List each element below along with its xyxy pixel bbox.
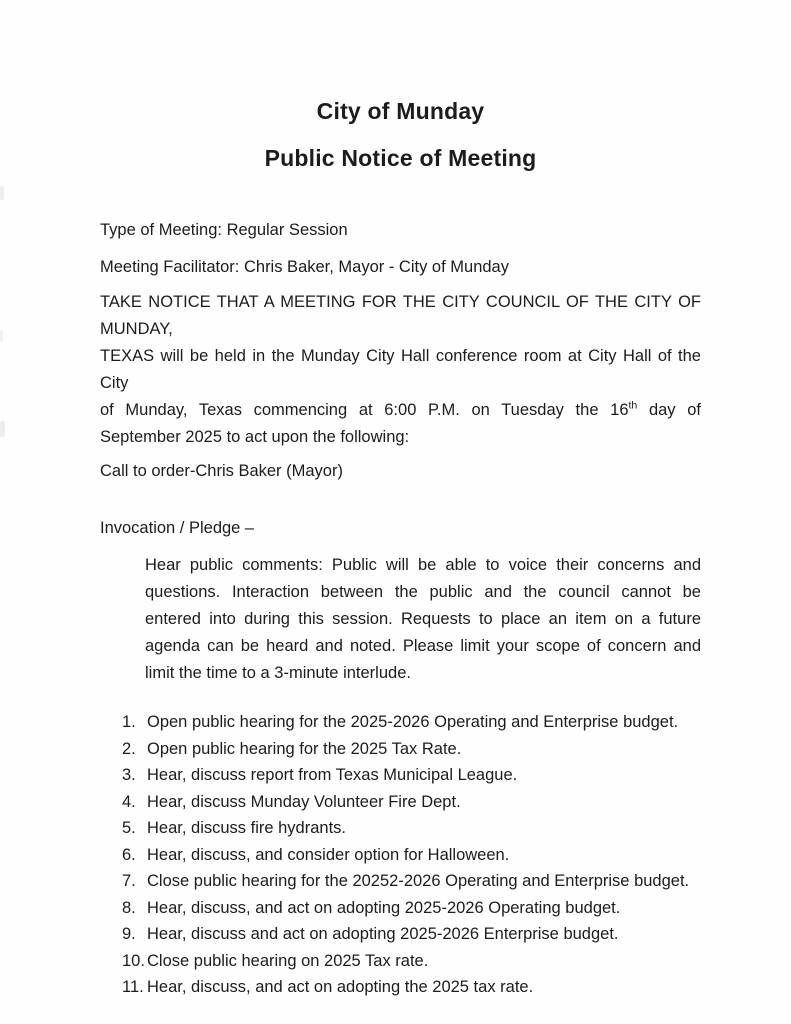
agenda-item-number: 11. xyxy=(122,978,144,996)
agenda-item xyxy=(122,842,701,869)
agenda-item-text: Close public hearing for the 20252-2026 Operating and Enterprise budget. xyxy=(147,872,690,890)
document-title-city: City of Munday xyxy=(316,98,485,124)
scan-artifact xyxy=(0,421,5,437)
invocation-pledge-line: Invocation / Pledge – xyxy=(100,519,255,537)
take-notice-paragraph xyxy=(100,289,701,451)
agenda-item-text: Open public hearing for the 2025 Tax Rate. xyxy=(147,739,462,758)
agenda-list xyxy=(122,709,701,1001)
scan-artifact xyxy=(0,330,3,342)
document-title-notice: Public Notice of Meeting xyxy=(264,145,537,171)
agenda-item-text: Hear, discuss report from Texas Municipal League. xyxy=(147,766,518,784)
agenda-item xyxy=(122,868,701,895)
document-content xyxy=(100,96,701,1001)
notice-line-2: TEXAS will be held in the Munday City Hall conference room at City Hall of the City xyxy=(100,347,701,392)
agenda-item xyxy=(122,895,701,922)
agenda-item-number: 4. xyxy=(122,792,136,811)
agenda-item-number: 5. xyxy=(122,819,136,837)
notice-line-3 xyxy=(100,397,701,424)
notice-line-3-tail: day of xyxy=(637,401,701,419)
meeting-facilitator-line: Meeting Facilitator: Chris Baker, Mayor - City of Munday xyxy=(100,258,509,276)
agenda-item-text: Hear, discuss, and act on adopting the 2025 tax rate. xyxy=(147,978,534,996)
comments-line-2: questions. Interaction between the public and the council cannot be xyxy=(145,583,701,601)
agenda-item xyxy=(122,736,701,763)
agenda-item xyxy=(122,921,701,948)
agenda-item xyxy=(122,974,701,1001)
public-comments-paragraph xyxy=(145,552,701,687)
agenda-item-number: 1. xyxy=(122,713,136,731)
agenda-item xyxy=(122,762,701,789)
agenda-item-number: 9. xyxy=(122,925,136,943)
agenda-item-text: Open public hearing for the 2025-2026 Operating and Enterprise budget. xyxy=(147,713,679,731)
meeting-type-line: Type of Meeting: Regular Session xyxy=(100,221,348,239)
agenda-item xyxy=(122,948,701,975)
comments-line-4: agenda can be heard and noted. Please limit your scope of concern and xyxy=(145,637,701,655)
agenda-item-number: 10. xyxy=(122,951,145,970)
agenda-item-text: Hear, discuss, and consider option for Halloween. xyxy=(147,845,510,864)
agenda-item xyxy=(122,789,701,816)
comments-line-1: Hear public comments: Public will be able to voice their concerns and xyxy=(145,556,701,574)
agenda-item-text: Close public hearing on 2025 Tax rate. xyxy=(147,951,429,970)
agenda-item-text: Hear, discuss and act on adopting 2025-2026 Enterprise budget. xyxy=(147,925,619,943)
call-to-order-line: Call to order-Chris Baker (Mayor) xyxy=(100,462,343,480)
notice-line-3-text: of Munday, Texas commencing at 6:00 P.M. on Tuesday the 16 xyxy=(100,401,629,419)
comments-line-5: limit the time to a 3-minute interlude. xyxy=(145,664,411,682)
agenda-item-number: 8. xyxy=(122,898,136,917)
agenda-item-text: Hear, discuss, and act on adopting 2025-2026 Operating budget. xyxy=(147,898,621,917)
agenda-item-number: 2. xyxy=(122,739,136,758)
agenda-item-number: 3. xyxy=(122,766,136,784)
comments-line-3: entered into during this session. Requests to place an item on a future xyxy=(145,610,701,628)
agenda-item-text: Hear, discuss Munday Volunteer Fire Dept. xyxy=(147,792,461,811)
scan-artifact xyxy=(0,186,4,200)
agenda-item-number: 7. xyxy=(122,872,136,890)
agenda-item-text: Hear, discuss fire hydrants. xyxy=(147,819,346,837)
agenda-item xyxy=(122,709,701,736)
agenda-item-number: 6. xyxy=(122,845,136,864)
ordinal-superscript: th xyxy=(628,399,638,412)
notice-line-1: TAKE NOTICE THAT A MEETING FOR THE CITY COUNCIL OF THE CITY OF MUNDAY, xyxy=(100,293,701,338)
agenda-item xyxy=(122,815,701,842)
notice-line-4: September 2025 to act upon the following: xyxy=(100,428,410,446)
